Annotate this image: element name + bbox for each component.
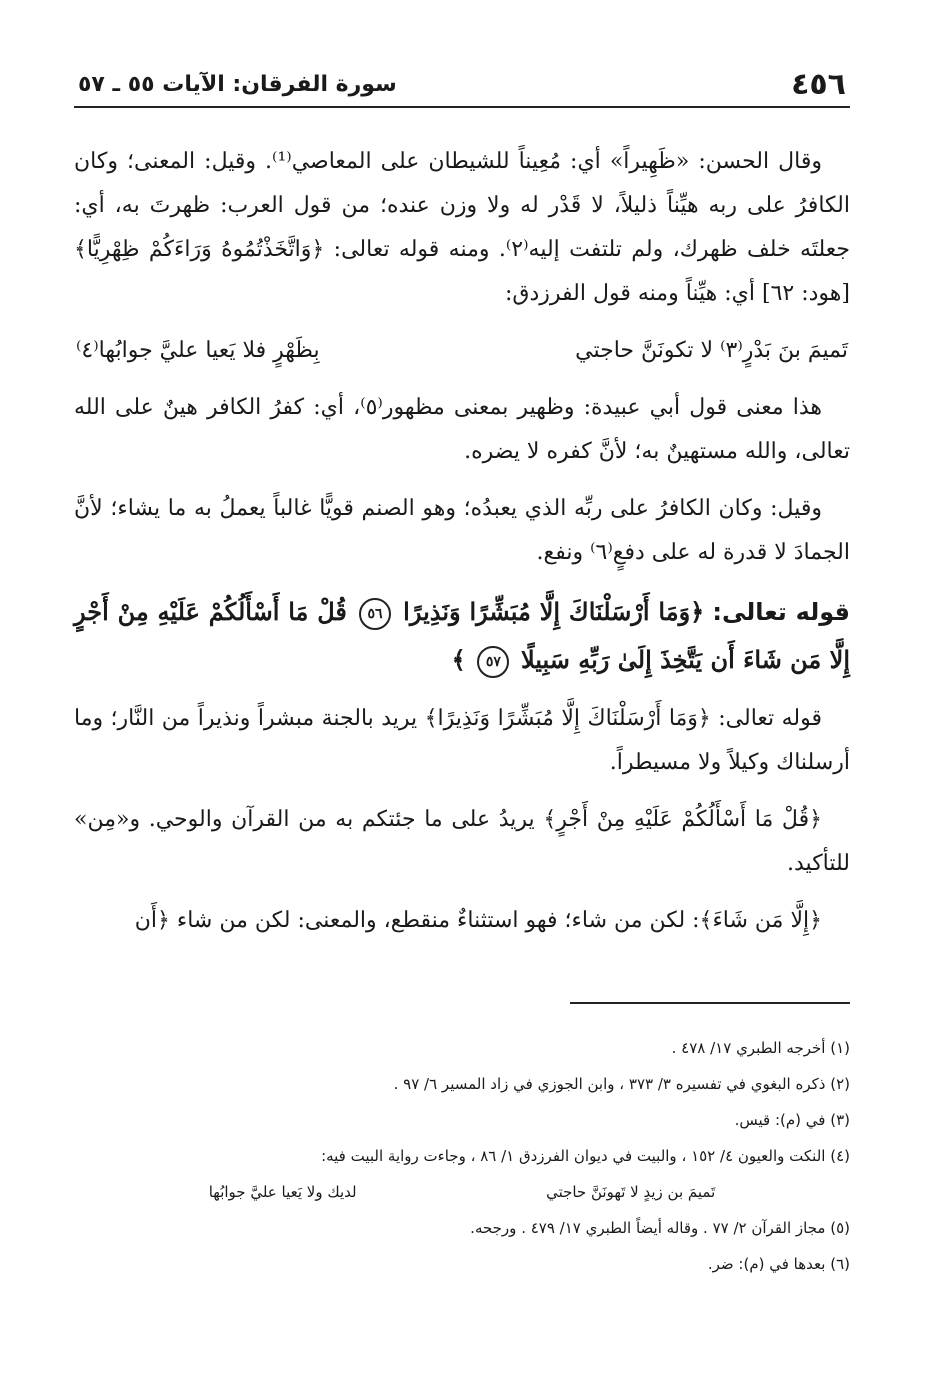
header-rule: [74, 106, 850, 108]
footnote-3: (٣) في (م): قيس.: [734, 1111, 850, 1129]
quran-text-2: قُلْ مَا أَسْأَلُكُمْ عَلَيْهِ مِنْ أَجْرٍ إِلَّا مَن شَاءَ أَن يَتَّخِذَ إِلَىٰ رَبِّهِ سَبِيلًا: [74, 597, 850, 674]
paragraph-4: قوله تعالى: ﴿وَمَا أَرْسَلْنَاكَ إِلَّا مُبَشِّرًا وَنَذِيرًا﴾ يريد بالجنة مبشراً ونذيراً من النَّار؛ وما أرسلناك وكيلاً ولا مسيطراً.: [74, 706, 850, 775]
footnote-5: (٥) مجاز القرآن ٢/ ٧٧ . وقاله أيضاً الطبري ١٧/ ٤٧٩ . ورجحه.: [470, 1219, 850, 1237]
footnote-verse-first: تَميمَ بن زيدٍ لا تَهونَنَّ حاجتي: [546, 1183, 716, 1201]
paragraph-6: ﴿إِلَّا مَن شَاءَ﴾: لكن من شاء؛ فهو استثناءٌ منقطع، والمعنى: لكن من شاء ﴿أَن: [134, 908, 822, 933]
quran-text-1: ﴿وَمَا أَرْسَلْنَاكَ إِلَّا مُبَشِّرًا وَنَذِيرًا: [403, 597, 705, 626]
main-text: [74, 140, 850, 956]
footnotes: [74, 1030, 850, 1282]
running-title: سورة الفرقان: الآيات ٥٥ ـ ٥٧: [78, 72, 397, 97]
footnote-2: (٢) ذكره البغوي في تفسيره ٣/ ٣٧٣ ، وابن الجوزي في زاد المسير ٦/ ٩٧ .: [393, 1075, 850, 1093]
footnote-6: (٦) بعدها في (م): ضر.: [707, 1255, 850, 1273]
footnote-4: (٤) النكت والعيون ٤/ ١٥٢ ، والبيت في ديوان الفرزدق ١/ ٨٦ ، وجاءت رواية البيت فيه:: [321, 1147, 850, 1165]
page-number: ٤٥٦: [791, 67, 846, 102]
paragraph-5: ﴿قُلْ مَا أَسْأَلُكُمْ عَلَيْهِ مِنْ أَجْرٍ﴾ يريدُ على ما جئتكم به من القرآن والوحي. و«مِن» للتأكيد.: [74, 807, 850, 876]
ayah-number-56: ٥٦: [359, 598, 391, 630]
footnote-separator: [570, 1002, 850, 1004]
quran-close-bracket: ﴾: [451, 645, 466, 674]
verse-first-hemistich: تَميمَ بنَ بَدْرٍ⁽٣⁾ لا تكونَنَّ حاجتي: [575, 338, 848, 363]
footnote-verse: [74, 1174, 850, 1210]
footnote-1: (١) أخرجه الطبري ١٧/ ٤٧٨ .: [671, 1039, 850, 1057]
poetry-verse: [74, 329, 850, 373]
quran-verse-heading: [74, 588, 850, 684]
verse-second-hemistich: بِظَهْرٍ فلا يَعيا عليَّ جوابُها⁽٤⁾: [76, 338, 320, 363]
paragraph-2: هذا معنى قول أبي عبيدة: وظهير بمعنى مظهور⁽٥⁾، أي: كفرُ الكافر هينٌ على الله تعالى، والله مستهينٌ به؛ لأنَّ كفره لا يضره.: [74, 395, 850, 464]
paragraph-1: وقال الحسن: «ظَهِيراً» أي: مُعِيناً للشيطان على المعاصي⁽¹⁾. وقيل: المعنى؛ وكان الكافرُ على ربه هيِّناً ذليلاً، لا قَدْر له ولا وزن عنده؛ من قول العرب: ظهرتَ به، أي: جعلتَه خلف ظهرك، ولم تلتفت إليه⁽٢⁾. ومنه قوله تعالى: ﴿وَاتَّخَذْتُمُوهُ وَرَاءَكُمْ ظِهْرِيًّا﴾ [هود: ٦٢] أي: هيِّناً ومنه قول الفرزدق:: [74, 149, 850, 306]
book-page: [74, 58, 850, 1358]
page-header: [74, 68, 850, 102]
footnote-verse-second: لديك ولا يَعيا عليَّ جوابُها: [208, 1183, 357, 1201]
paragraph-3: وقيل: وكان الكافرُ على ربِّه الذي يعبدُه؛ وهو الصنم قويًّا غالباً يعملُ به ما يشاء؛ لأنَّ الجمادَ لا قدرة له على دفعٍ⁽٦⁾ ونفع.: [74, 496, 850, 565]
heading-label: قوله تعالى:: [712, 598, 850, 626]
ayah-number-57: ٥٧: [477, 646, 509, 678]
